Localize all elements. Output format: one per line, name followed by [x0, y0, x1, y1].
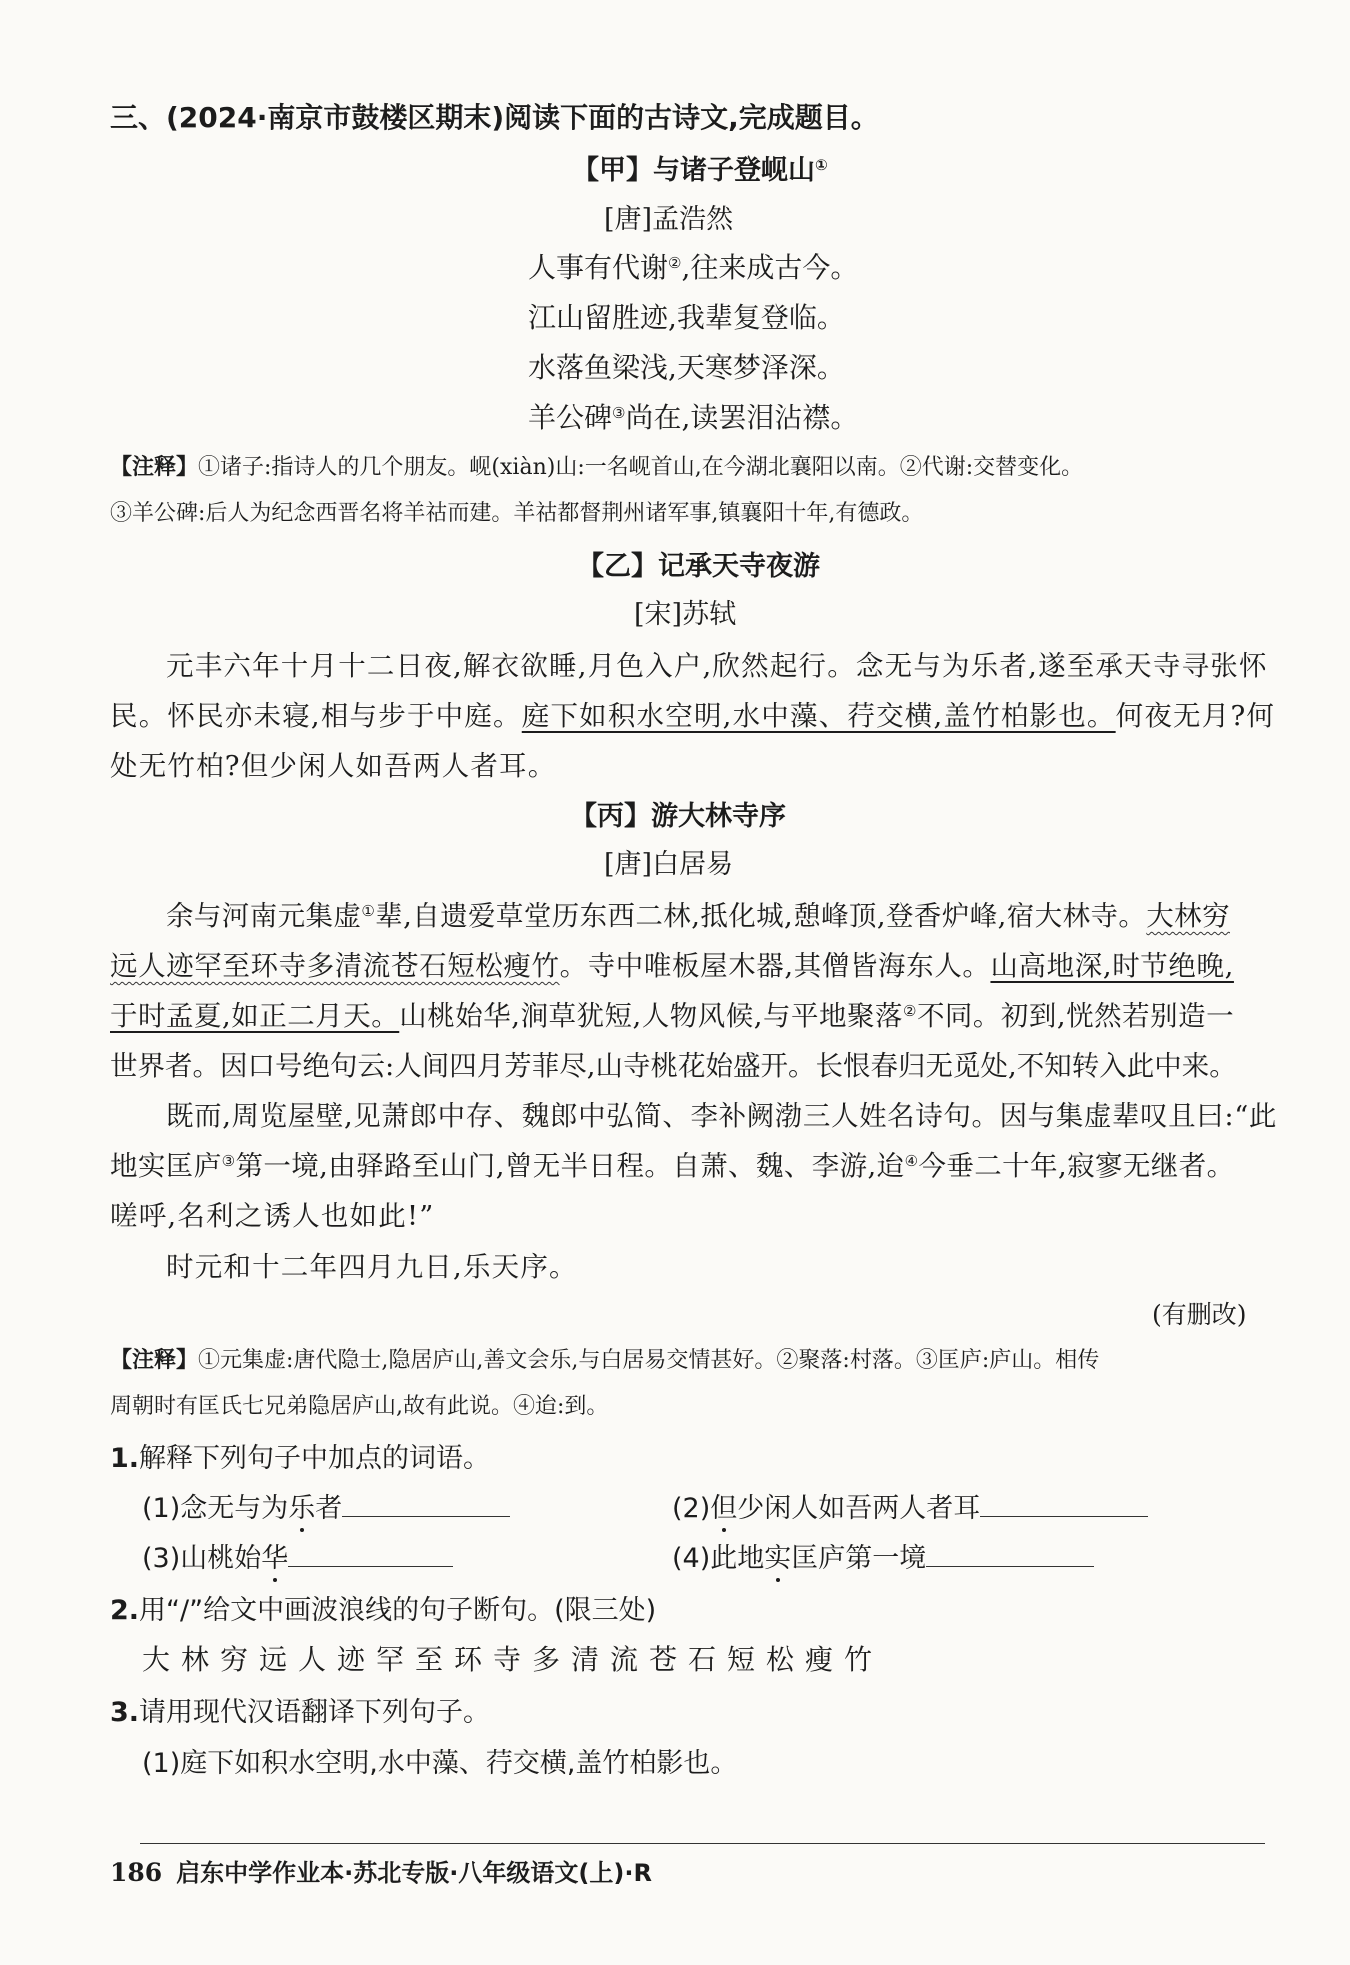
poem-a-line-1 — [528, 246, 858, 286]
note-label: 【注释】 — [110, 1348, 199, 1373]
item-text: 少闲人如吾两人者耳 — [737, 1493, 981, 1524]
question-3-item-1: (1)庭下如积水空明,水中藻、荇交横,盖竹柏影也。 — [142, 1748, 738, 1779]
question-3 — [110, 1690, 490, 1729]
item-text: 者 — [315, 1493, 343, 1524]
item-text: 匡庐第一境 — [791, 1543, 927, 1574]
footnote-marker: ② — [902, 1002, 917, 1020]
footnote-marker: ② — [668, 254, 682, 272]
underlined-sentence: 于时孟夏,如正二月天。 — [110, 1000, 400, 1032]
text-c-p1-line-3 — [110, 993, 1234, 1033]
prose-text: 不同。初到,恍然若别造一 — [916, 1000, 1235, 1032]
question-1-item-2 — [672, 1486, 1148, 1525]
question-text: 解释下列句子中加点的词语。 — [139, 1443, 491, 1474]
footnote-marker: ③ — [612, 404, 626, 422]
question-1-item-4 — [672, 1536, 1094, 1575]
question-2-sentence[interactable]: 大林穷远人迹罕至环寺多清流苍石短松瘦竹 — [142, 1643, 884, 1676]
question-1-item-3 — [142, 1536, 453, 1575]
poem-a-line-3: 水落鱼梁浅,天寒梦泽深。 — [528, 351, 845, 384]
answer-blank[interactable] — [980, 1492, 1148, 1517]
prose-text: 余与河南元集虚 — [166, 900, 362, 932]
answer-blank[interactable] — [288, 1542, 453, 1567]
item-text: (4)此地 — [672, 1543, 765, 1574]
text-c-p1-line-4: 世界者。因口号绝句云:人间四月芳菲尽,山寺桃花始盛开。长恨春归无觅处,不知转入此中来。 — [110, 1050, 1237, 1082]
page-footer — [110, 1853, 652, 1888]
text-c-p1-line-1 — [166, 893, 1230, 933]
text-c-title: 【丙】游大林寺序 — [570, 801, 786, 832]
text-b-line-3: 处无竹柏?但少闲人如吾两人者耳。 — [110, 750, 557, 782]
poem-a-author: [唐]孟浩然 — [604, 204, 734, 235]
underlined-sentence: 山高地深,时节绝晚, — [990, 950, 1234, 982]
dotted-word: 但 — [710, 1493, 738, 1524]
poem-a-line-4 — [528, 396, 858, 436]
text-c-author: [唐]白居易 — [604, 849, 734, 880]
text-b-author: [宋]苏轼 — [634, 599, 737, 630]
poem-a-title — [572, 148, 828, 187]
question-text: 请用现代汉语翻译下列句子。 — [139, 1697, 491, 1728]
text-c-note-line-2: 周朝时有匡氏七兄弟隐居庐山,故有此说。④迨:到。 — [110, 1394, 609, 1419]
poem-line-text: ,往来成古今。 — [681, 251, 859, 284]
prose-text: 辈,自遗爱草堂历东西二林,抵化城,憩峰顶,登香炉峰,宿大林寺。 — [375, 900, 1147, 932]
poem-line-text: 羊公碑 — [528, 401, 613, 434]
question-number: 2. — [110, 1595, 140, 1626]
footnote-marker: ④ — [904, 1152, 919, 1170]
prose-text: 山桃始华,涧草犹短,人物风候,与平地聚落 — [399, 1000, 903, 1032]
text-c-p1-line-2 — [110, 943, 1234, 983]
text-c-p2-line-1: 既而,周览屋壁,见萧郎中存、魏郎中弘简、李补阙渤三人姓名诗句。因与集虚辈叹且曰:“此 — [166, 1100, 1278, 1132]
text-c-p2-line-2 — [110, 1143, 1235, 1183]
poem-line-text: 尚在,读罢泪沾襟。 — [625, 401, 859, 434]
page-number: 186 — [110, 1858, 163, 1887]
item-text: (1)念无与为 — [142, 1493, 289, 1524]
prose-text: 今垂二十年,寂寥无继者。 — [918, 1150, 1235, 1182]
section-heading: 三、(2024·南京市鼓楼区期末)阅读下面的古诗文,完成题目。 — [110, 101, 879, 134]
dotted-word: 实 — [764, 1543, 792, 1574]
text-c-p2-line-3: 嗟呼,名利之诱人也如此!” — [110, 1200, 435, 1232]
prose-text: 民。怀民亦未寝,相与步于中庭。 — [110, 700, 522, 732]
poem-a-title-text: 【甲】与诸子登岘山 — [572, 155, 815, 186]
question-number: 1. — [110, 1443, 140, 1474]
note-text: ①元集虚:唐代隐士,隐居庐山,善文会乐,与白居易交情甚好。②聚落:村落。③匡庐:庐山。相传 — [198, 1348, 1100, 1373]
underlined-sentence: 庭下如积水空明,水中藻、荇交横,盖竹柏影也。 — [521, 700, 1116, 732]
note-label: 【注释】 — [110, 455, 199, 480]
dotted-word: 华 — [261, 1543, 289, 1574]
text-b-title: 【乙】记承天寺夜游 — [577, 551, 820, 582]
text-b-line-2 — [110, 693, 1275, 733]
book-title: 启东中学作业本·苏北专版·八年级语文(上)·R — [176, 1859, 652, 1887]
wavy-underlined-sentence: 远人迹罕至环寺多清流苍石短松瘦竹 — [110, 950, 560, 982]
question-1-item-1 — [142, 1486, 510, 1525]
dotted-word: 乐 — [288, 1493, 316, 1524]
poem-a-line-2: 江山留胜迹,我辈复登临。 — [528, 301, 845, 334]
footnote-marker: ① — [815, 156, 828, 174]
wavy-underlined-sentence: 大林穷 — [1146, 900, 1230, 932]
question-text: 用“/”给文中画波浪线的句子断句。(限三处) — [139, 1595, 657, 1626]
text-c-note-line-1 — [110, 1343, 1099, 1374]
item-text: (2) — [672, 1493, 711, 1524]
prose-text: 地实匡庐 — [110, 1150, 222, 1182]
footer-divider — [140, 1843, 1265, 1844]
text-c-p3: 时元和十二年四月九日,乐天序。 — [166, 1251, 578, 1283]
item-text: (3)山桃始 — [142, 1543, 262, 1574]
poem-a-note-line-1 — [110, 450, 1083, 481]
footnote-marker: ③ — [221, 1152, 236, 1170]
prose-text: 第一境,由驿路至山门,曾无半日程。自萧、魏、李游,迨 — [235, 1150, 905, 1182]
source-note: (有删改) — [1152, 1300, 1247, 1329]
text-b-line-1: 元丰六年十月十二日夜,解衣欲睡,月色入户,欣然起行。念无与为乐者,遂至承天寺寻张怀 — [166, 650, 1268, 682]
prose-text: 。寺中唯板屋木器,其僧皆海东人。 — [559, 950, 991, 982]
prose-text: 何夜无月?何 — [1115, 700, 1276, 732]
footnote-marker: ① — [361, 902, 376, 920]
question-2 — [110, 1588, 656, 1627]
poem-line-text: 人事有代谢 — [528, 251, 669, 284]
note-text: ①诸子:指诗人的几个朋友。岘(xiàn)山:一名岘首山,在今湖北襄阳以南。②代谢:交替变化。 — [198, 455, 1084, 480]
answer-blank[interactable] — [342, 1492, 510, 1517]
question-1 — [110, 1436, 490, 1475]
poem-a-note-line-2: ③羊公碑:后人为纪念西晋名将羊祜而建。羊祜都督荆州诸军事,镇襄阳十年,有德政。 — [110, 501, 924, 526]
answer-blank[interactable] — [926, 1542, 1094, 1567]
question-number: 3. — [110, 1697, 140, 1728]
